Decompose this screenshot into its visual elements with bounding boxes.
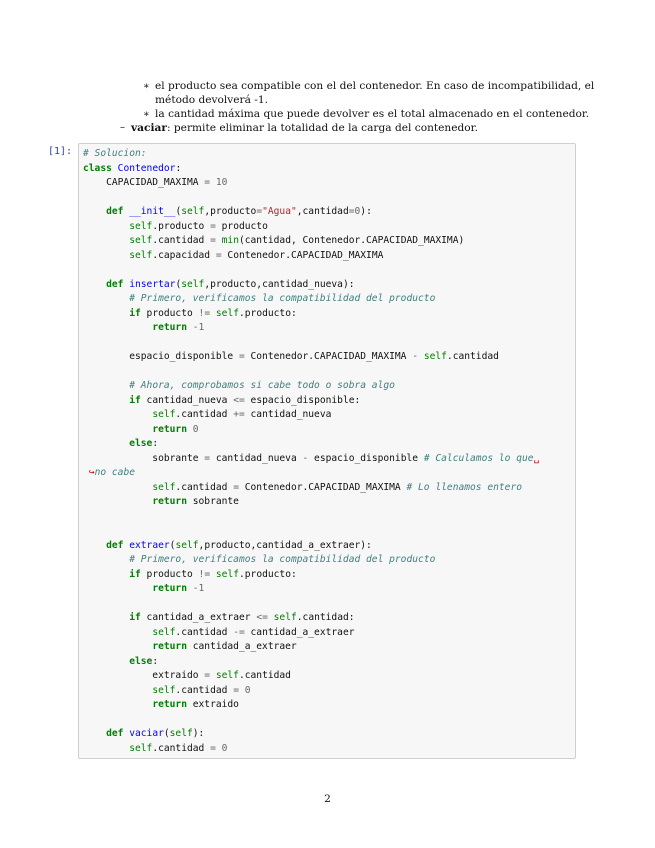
bullet-star-1: ∗ (143, 81, 150, 92)
code-line (83, 713, 539, 728)
code-line: else: (129, 438, 159, 449)
code-line: return -1 (152, 322, 205, 333)
code-line: def vaciar(self): (106, 728, 205, 739)
code-cell[interactable] (78, 143, 576, 759)
code-line: self.cantidad = 0 (152, 684, 251, 696)
code-line: sobrante = cantidad_nueva - espacio_disponible # Calculamos lo que␣ (83, 452, 540, 464)
code-line: if cantidad_a_extraer <= self.cantidad: (129, 612, 355, 623)
bullet-star-2: ∗ (143, 109, 150, 120)
code-line (83, 510, 539, 525)
code-line: def insertar(self,producto,cantidad_nueva): (106, 278, 355, 290)
cell-prompt: [1]: (48, 146, 73, 157)
code-line: espacio_disponible = Contenedor.CAPACIDAD_MAXIMA - self.cantidad (83, 351, 499, 362)
bullet-item-1-line-2: método devolverá -1. (155, 94, 268, 106)
code-line (83, 365, 539, 380)
code-line (83, 336, 539, 351)
code-line: def extraer(self,producto,cantidad_a_extraer): (106, 539, 372, 551)
code-line: self.cantidad += cantidad_nueva (152, 409, 332, 420)
code-line: if producto != self.producto: (129, 568, 297, 580)
code-line: return -1 (152, 583, 205, 594)
code-line: self.cantidad = min(cantidad, Contenedor.CAPACIDAD_MAXIMA) (129, 235, 465, 246)
code-line: def __init__(self,producto="Agua",cantidad=0): (106, 206, 372, 217)
page-number: 2 (324, 793, 331, 805)
vaciar-item (131, 121, 478, 135)
code-line: class Contenedor: (83, 162, 182, 174)
code-line: return sobrante (152, 496, 239, 507)
code-line: # Primero, verificamos la compatibilidad del producto (129, 554, 436, 565)
code-line: # Primero, verificamos la compatibilidad del producto (129, 293, 436, 304)
code-line: self.cantidad -= cantidad_a_extraer (152, 626, 355, 638)
code-line (83, 263, 539, 278)
code-line: if producto != self.producto: (129, 307, 297, 319)
code-line: else: (129, 655, 159, 667)
code-line: # Solucion: (83, 148, 147, 159)
dash-bullet: – (120, 122, 125, 133)
code-line (83, 191, 539, 206)
code-block (83, 147, 539, 756)
code-line: self.cantidad = Contenedor.CAPACIDAD_MAXIMA # Lo llenamos entero (152, 481, 523, 493)
vaciar-description: : permite eliminar la totalidad de la carga del contenedor. (166, 122, 478, 134)
code-line: self.producto = producto (129, 220, 268, 232)
code-line: self.cantidad = 0 (129, 742, 228, 754)
code-line: if cantidad_nueva <= espacio_disponible: (129, 394, 361, 406)
bullet-item-1-line-1: el producto sea compatible con el del contenedor. En caso de incompatibilidad, el (155, 80, 595, 92)
code-line: CAPACIDAD_MAXIMA = 10 (83, 177, 228, 188)
code-line (83, 597, 539, 612)
code-line (83, 524, 539, 539)
vaciar-term: vaciar (131, 122, 167, 134)
code-line: return 0 (152, 423, 199, 435)
code-line: # Ahora, comprobamos si cabe todo o sobra algo (129, 380, 395, 391)
code-line: return extraido (152, 699, 239, 710)
code-line: return cantidad_a_extraer (152, 641, 297, 652)
code-line: ↪no cabe (88, 467, 135, 478)
bullet-item-2: la cantidad máxima que puede devolver es el total almacenado en el contenedor. (155, 108, 590, 120)
code-line: extraido = self.cantidad (83, 670, 291, 681)
code-line: self.capacidad = Contenedor.CAPACIDAD_MAXIMA (129, 249, 384, 261)
